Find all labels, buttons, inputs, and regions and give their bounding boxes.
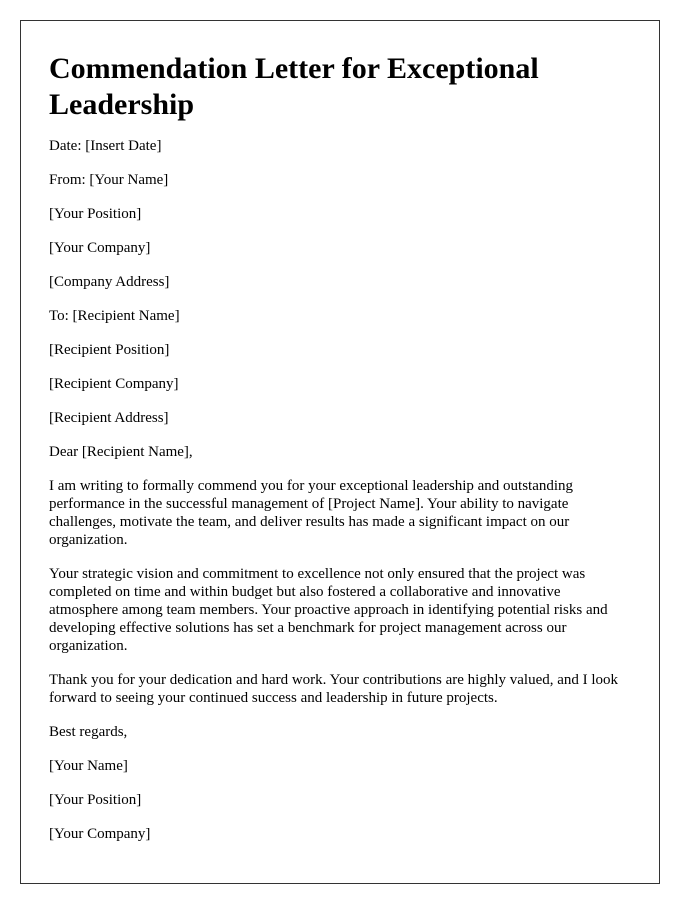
- letter-title: Commendation Letter for Exceptional Leadership: [49, 52, 539, 121]
- recipient-address: [Recipient Address]: [49, 410, 169, 426]
- sender-address: [Company Address]: [49, 274, 170, 290]
- date-line: Date: [Insert Date]: [49, 138, 162, 154]
- to-line: To: [Recipient Name]: [49, 308, 180, 324]
- body-paragraph-1: I am writing to formally commend you for your exceptional leadership and outstanding performance in the successful management of [Project Name]. Your ability to navigate challenges, motivate the team, and deliver results has made a significant impact on our organization.: [49, 478, 574, 548]
- closing: Best regards,: [49, 724, 128, 740]
- from-line: From: [Your Name]: [49, 172, 169, 188]
- body-paragraph-3: Thank you for your dedication and hard work. Your contributions are highly valued, and I look forward to seeing your continued success and leadership in future projects.: [49, 672, 619, 706]
- sender-company: [Your Company]: [49, 240, 151, 256]
- letter-page: [20, 20, 660, 884]
- signature-company: [Your Company]: [49, 826, 151, 842]
- body-paragraph-2: Your strategic vision and commitment to excellence not only ensured that the project was completed on time and within budget but also fostered a collaborative and innovative atmosphere among team members. Your proactive approach in identifying potential risks and developing effective solutions has set a benchmark for project management across our organization.: [49, 566, 608, 654]
- salutation: Dear [Recipient Name],: [49, 444, 193, 460]
- signature-name: [Your Name]: [49, 758, 128, 774]
- signature-position: [Your Position]: [49, 792, 142, 808]
- recipient-position: [Recipient Position]: [49, 342, 170, 358]
- recipient-company: [Recipient Company]: [49, 376, 179, 392]
- sender-position: [Your Position]: [49, 206, 142, 222]
